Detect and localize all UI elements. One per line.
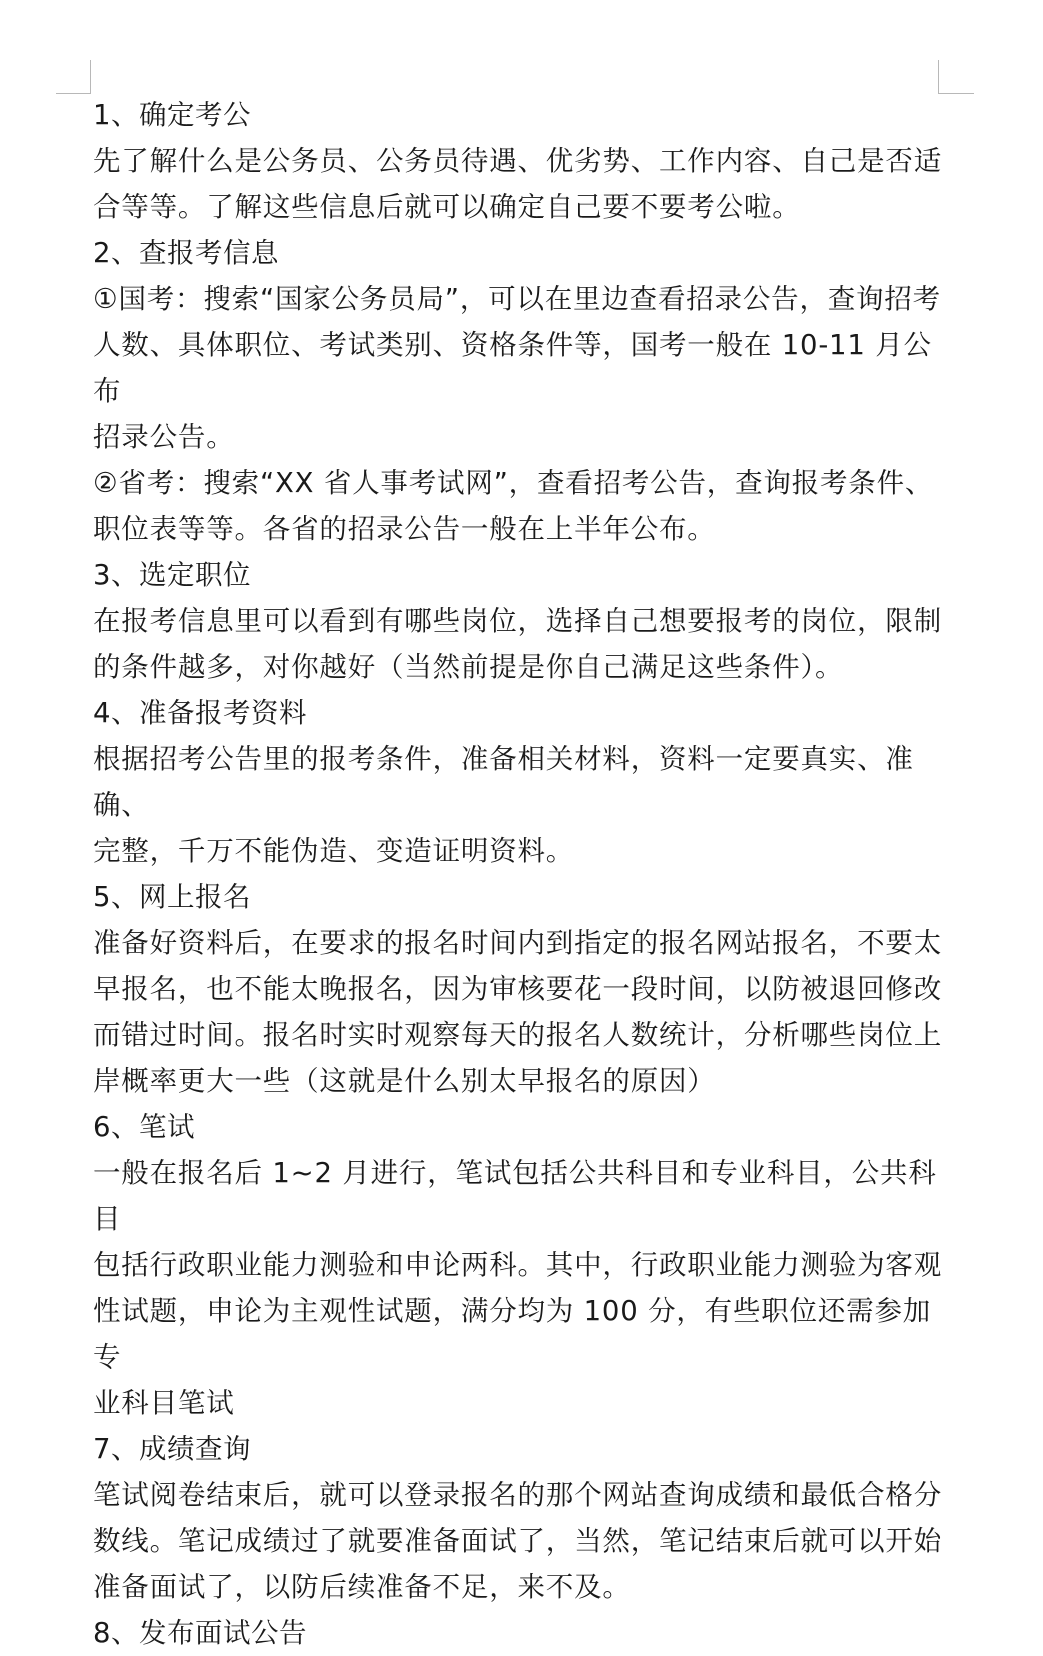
document-body [93,92,953,1656]
paragraph-line: 招录公告。 [93,421,235,453]
paragraph-line: 在报考信息里可以看到有哪些岗位，选择自己想要报考的岗位，限制 [93,605,942,637]
paragraph-line: 笔试阅卷结束后，就可以登录报名的那个网站查询成绩和最低合格分 [93,1479,942,1511]
paragraph-line: 完整，千万不能伪造、变造证明资料。 [93,835,575,867]
paragraph-line: 职位表等等。各省的招录公告一般在上半年公布。 [93,513,716,545]
section-heading: 4、准备报考资料 [93,697,307,729]
paragraph-line: ①国考：搜索“国家公务员局”，可以在里边查看招录公告，查询招考 [93,283,941,315]
paragraph-line: 而错过时间。报名时实时观察每天的报名人数统计，分析哪些岗位上 [93,1019,942,1051]
paragraph-line: 人数、具体职位、考试类别、资格条件等，国考一般在 10-11 月公布 [93,329,932,407]
section-heading: 3、选定职位 [93,559,251,591]
paragraph-line: 业科目笔试 [93,1387,235,1419]
paragraph-line: 准备好资料后，在要求的报名时间内到指定的报名网站报名，不要太 [93,927,942,959]
paragraph-line: 的条件越多，对你越好（当然前提是你自己满足这些条件）。 [93,651,844,683]
section-heading: 5、网上报名 [93,881,251,913]
section-heading: 6、笔试 [93,1111,195,1143]
crop-mark-top-right [938,60,939,94]
section-heading: 2、查报考信息 [93,237,279,269]
paragraph-line: 早报名，也不能太晚报名，因为审核要花一段时间，以防被退回修改 [93,973,942,1005]
paragraph-line: 性试题，申论为主观性试题，满分均为 100 分，有些职位还需参加专 [93,1295,932,1373]
paragraph-line: 根据招考公告里的报考条件，准备相关材料，资料一定要真实、准确、 [93,743,914,821]
paragraph-line: 一般在报名后 1~2 月进行，笔试包括公共科目和专业科目，公共科目 [93,1157,937,1235]
crop-mark-top-left-horizontal [56,93,91,94]
paragraph-line: ②省考：搜索“XX 省人事考试网”，查看招考公告，查询报考条件、 [93,467,934,499]
paragraph-line: 合等等。了解这些信息后就可以确定自己要不要考公啦。 [93,191,801,223]
section-heading: 8、发布面试公告 [93,1617,307,1649]
paragraph-line: 包括行政职业能力测验和申论两科。其中，行政职业能力测验为客观 [93,1249,942,1281]
paragraph-line: 岸概率更大一些（这就是什么别太早报名的原因） [93,1065,716,1097]
paragraph-line: 数线。笔记成绩过了就要准备面试了，当然，笔记结束后就可以开始 [93,1525,942,1557]
section-heading: 7、成绩查询 [93,1433,251,1465]
paragraph-line: 准备面试了，以防后续准备不足，来不及。 [93,1571,631,1603]
paragraph-line: 先了解什么是公务员、公务员待遇、优劣势、工作内容、自己是否适 [93,145,942,177]
section-heading: 1、确定考公 [93,99,251,131]
crop-mark-top-left [90,60,91,94]
